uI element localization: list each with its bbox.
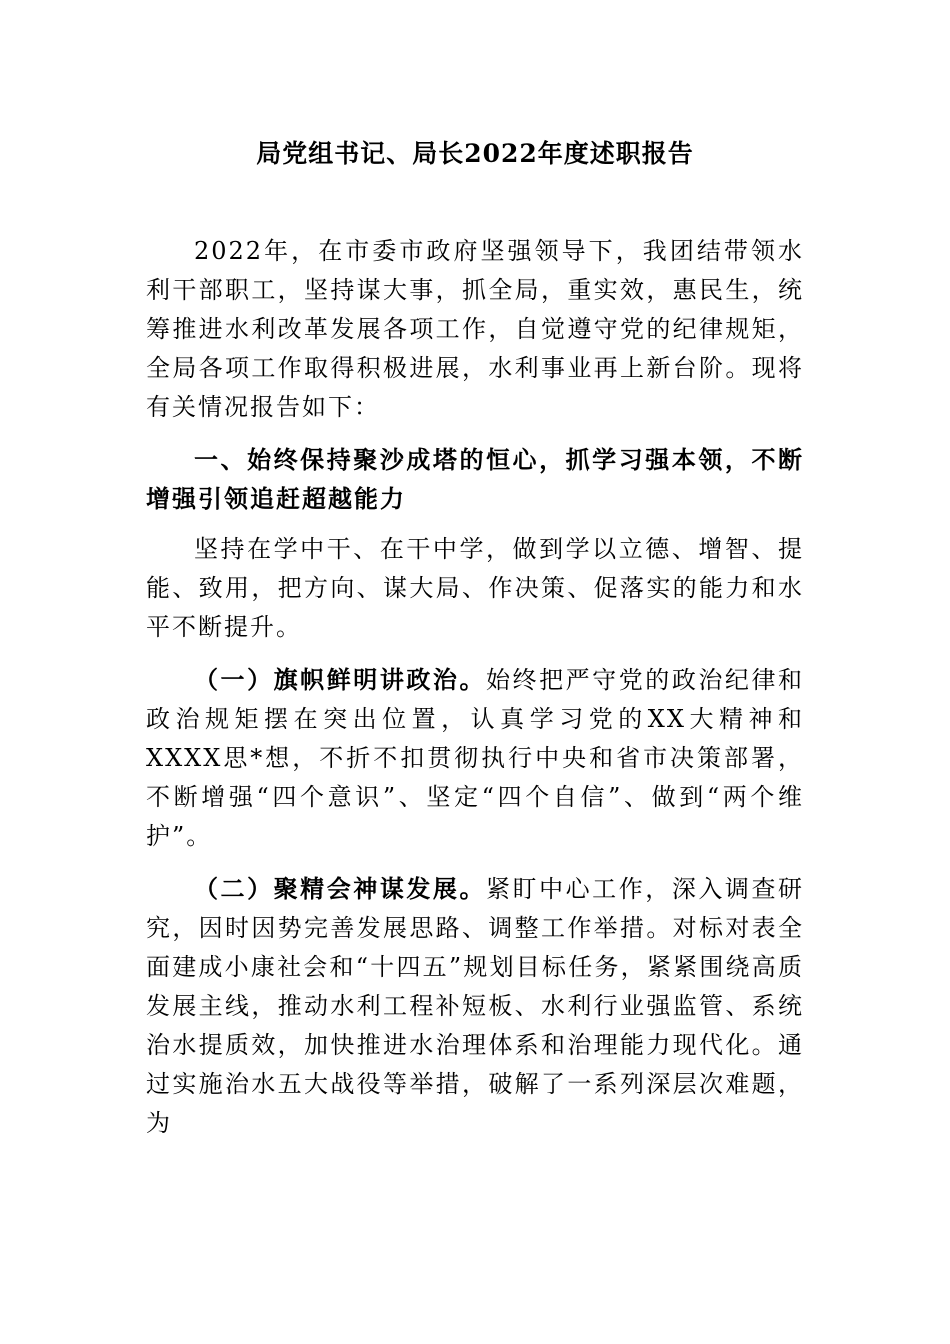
intro-paragraph: 2022年，在市委市政府坚强领导下，我团结带领水利干部职工，坚持谋大事，抓全局，重实效，惠民生，统筹推进水利改革发展各项工作，自觉遵守党的纪律规矩，全局各项工作取得积极进展，水利事业再上新台阶。现将有关情况报告如下： [146, 237, 804, 421]
item-2-text: 紧盯中心工作，深入调查研究，因时因势完善发展思路、调整工作举措。对标对表全面建成小康社会和“十四五”规划目标任务，紧紧围绕高质发展主线，推动水利工程补短板、水利行业强监管、系统治水提质效，加快推进水治理体系和治理能力现代化。通过实施治水五大战役等举措，破解了一系列深层次难题，为 [146, 875, 804, 1137]
section-1-item-1 [146, 660, 804, 856]
item-1-lead: （一）旗帜鲜明讲政治。 [194, 665, 486, 694]
document-title: 局党组书记、局长2022年度述职报告 [256, 139, 694, 168]
document-body [146, 232, 804, 1156]
item-1-text: 始终把严守党的政治纪律和政治规矩摆在突出位置，认真学习党的XX大精神和XXXX思*想，不折不扣贯彻执行中央和省市决策部署，不断增强“四个意识”、坚定“四个自信”、做到“两个维护”。 [146, 666, 804, 850]
section-1-item-2 [146, 869, 804, 1143]
section-1-summary: 坚持在学中干、在干中学，做到学以立德、增智、提能、致用，把方向、谋大局、作决策、促落实的能力和水平不断提升。 [146, 535, 804, 641]
section-1-heading: 一、始终保持聚沙成塔的恒心，抓学习强本领，不断增强引领追赶超越能力 [146, 445, 804, 513]
item-2-lead: （二）聚精会神谋发展。 [194, 874, 486, 903]
